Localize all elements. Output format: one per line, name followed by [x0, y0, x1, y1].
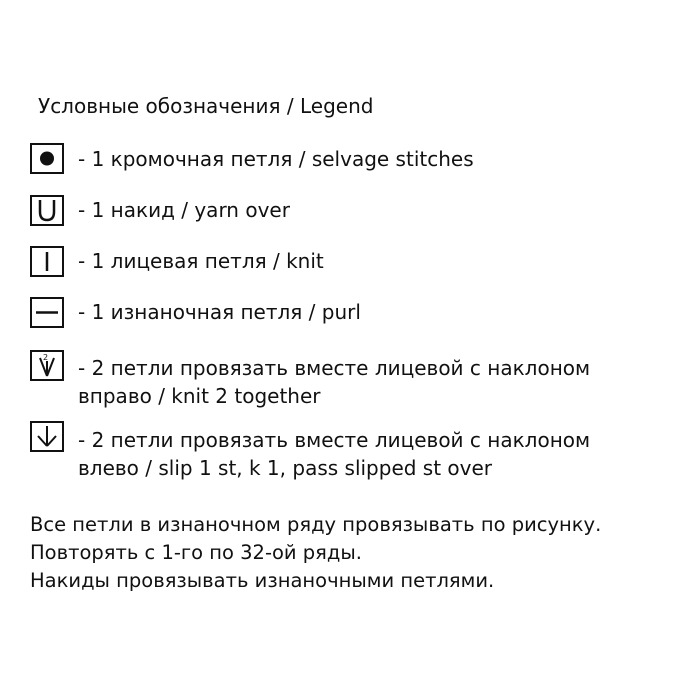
knit-2-together-icon — [30, 350, 64, 381]
note-line: Все петли в изнаночном ряду провязывать по рисунку. — [30, 513, 602, 536]
slip-knit-pass-over-icon — [30, 421, 64, 452]
purl-stitch-icon — [30, 297, 64, 328]
instructions-notes — [30, 511, 601, 595]
legend-item-k2tog-text-line1: - 2 петли провязать вместе лицевой с наклоном — [78, 356, 591, 380]
yarn-over-icon — [30, 195, 64, 226]
legend-title: Условные обозначения / Legend — [38, 94, 374, 118]
note-line: Накиды провязывать изнаночными петлями. — [30, 569, 495, 592]
legend-item-yarn-over-text: - 1 накид / yarn over — [78, 198, 290, 222]
legend-item-selvage-text: - 1 кромочная петля / selvage stitches — [78, 147, 474, 171]
legend-item-skp-text-line1: - 2 петли провязать вместе лицевой с наклоном — [78, 428, 591, 452]
knit-stitch-icon — [30, 246, 64, 277]
legend-item-purl-text: - 1 изнаночная петля / purl — [78, 300, 361, 324]
note-line: Повторять с 1-го по 32-ой ряды. — [30, 541, 362, 564]
selvage-stitch-icon — [30, 143, 64, 174]
svg-text:2: 2 — [43, 353, 49, 362]
legend-item-knit-text: - 1 лицевая петля / knit — [78, 249, 324, 273]
legend-item-skp-text-line2: влево / slip 1 st, k 1, pass slipped st over — [78, 456, 493, 480]
legend-item-k2tog-text-line2: вправо / knit 2 together — [78, 384, 321, 408]
